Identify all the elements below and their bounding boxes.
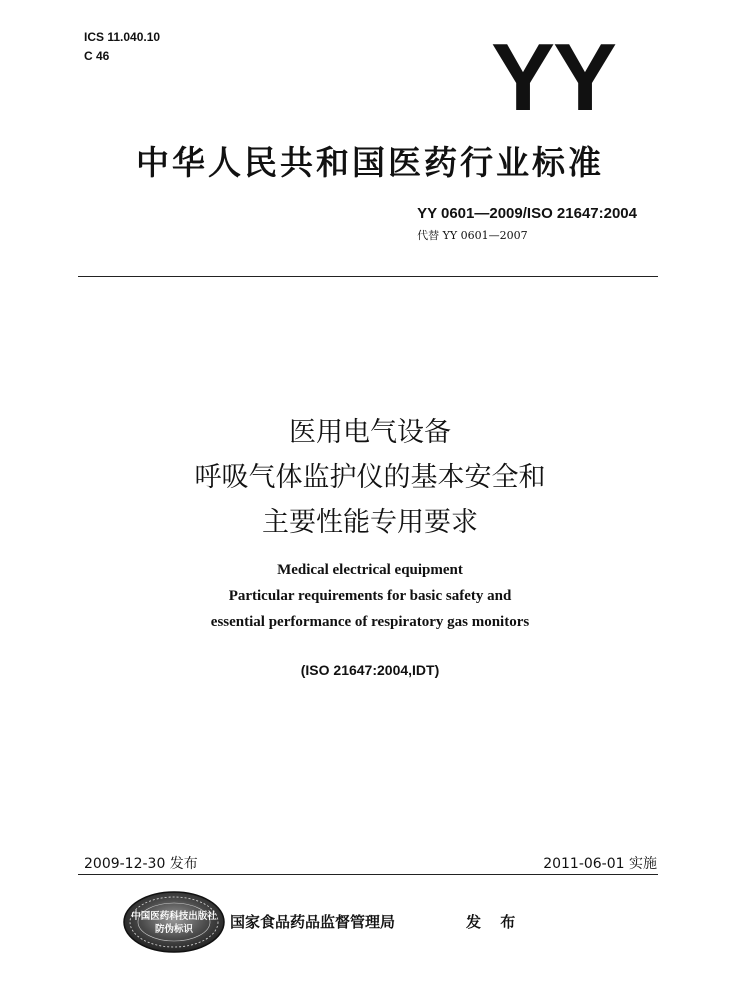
english-title-line-3: essential performance of respiratory gas monitors [210, 614, 530, 630]
yy-logo: YY [490, 24, 616, 131]
standard-number-block [417, 205, 637, 243]
english-title [80, 557, 660, 635]
classification-codes [84, 28, 160, 66]
publisher-name: 国家食品药品监督管理局 [230, 913, 396, 931]
seal-text-line-2: 防伪标识 [154, 924, 194, 935]
implementation-date: 2011-06-01 实施 [543, 856, 657, 872]
chinese-title [80, 410, 660, 545]
chinese-title-line-1: 医用电气设备 [289, 417, 451, 448]
bottom-divider [78, 874, 658, 875]
replaces-note: 代替 YY 0601—2007 [417, 229, 528, 242]
equivalence-note: (ISO 21647:2004,IDT) [300, 662, 440, 678]
english-title-line-1: Medical electrical equipment [277, 562, 463, 578]
anti-counterfeit-seal-icon [122, 890, 226, 954]
org-title: 中华人民共和国医药行业标准 [136, 143, 604, 182]
issue-date: 2009-12-30 发布 [84, 856, 198, 872]
chinese-title-line-3: 主要性能专用要求 [262, 507, 478, 538]
top-divider [78, 276, 658, 277]
ccs-code: C 46 [84, 49, 110, 63]
publish-label: 发 布 [466, 913, 523, 931]
english-title-line-2: Particular requirements for basic safety and [228, 588, 512, 604]
ics-code: ICS 11.040.10 [84, 30, 161, 44]
seal-text-line-1: 中国医药科技出版社 [131, 911, 217, 922]
standard-number: YY 0601—2009/ISO 21647:2004 [417, 205, 637, 222]
chinese-title-line-2: 呼吸气体监护仪的基本安全和 [194, 462, 546, 493]
